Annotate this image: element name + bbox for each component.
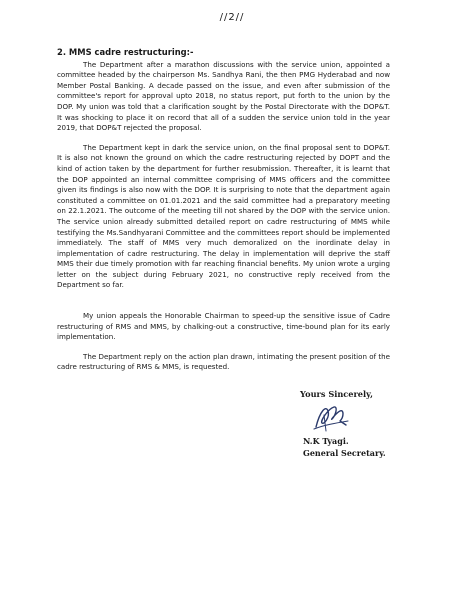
- signature-block: [300, 389, 440, 459]
- signer-title: General Secretary.: [303, 448, 386, 458]
- paragraph-request: The Department reply on the action plan drawn, intimating the present position of the cadre restructuring of RMS & MMS, is requested.: [57, 351, 390, 372]
- signer-name: N.K Tyagi.: [303, 436, 349, 446]
- paragraph-department-delay: The Department kept in dark the service union, on the final proposal sent to DOP&T. It is also not known the ground on which the cadre restructuring rejected by DOPT and the kind of action taken by the department for further resubmission. Thereafter, it is learnt that the DOP appointed an internal committee comprising of MMS officers and the committee given its findings is also now with the DOP. It is surprising to note that the department again constituted a committee on 01.01.2021 and the said committee had a preparatory meeting on 22.1.2021. The outcome of the meeting till not shared by the DOP with the service union. The service union already submitted detailed report on cadre restructuring of MMS while testifying the Ms.Sandhyarani Committee and the committees report should be implemented immediately. The staff of MMS very much demoralized on the inordinate delay in implementation of cadre restructuring. The delay in implementation will deprive the staff MMS their due timely promotion with far reaching financial benefits. My union wrote a urging letter on the subject during February 2021, no constructive reply received from the Department so far.: [57, 142, 390, 290]
- paragraph-appeal: My union appeals the Honorable Chairman to speed-up the sensitive issue of Cadre restructuring of RMS and MMS, by chalking-out a constructive, time-bound plan for its early implementation.: [57, 311, 390, 342]
- signature-icon: [310, 401, 352, 435]
- closing-salutation: Yours Sincerely,: [300, 389, 373, 399]
- page-number: //2//: [219, 12, 245, 23]
- section-heading: 2. MMS cadre restructuring:-: [57, 47, 194, 57]
- paragraph-committee-history: The Department after a marathon discussions with the service union, appointed a committee headed by the chairperson Ms. Sandhya Rani, the then PMG Hyderabad and now Member Postal Banking. A decade passed on the issue, and even after submission of the committee's report for approval upto 2018, no status report, put forth to the union by the DOP. My union was told that a clarification sought by the Postal Directorate with the DOP&T. It was shocking to place it on record that all of a sudden the service union told in the year 2019, that DOP&T rejected the proposal.: [57, 59, 390, 133]
- letter-body: [57, 47, 390, 373]
